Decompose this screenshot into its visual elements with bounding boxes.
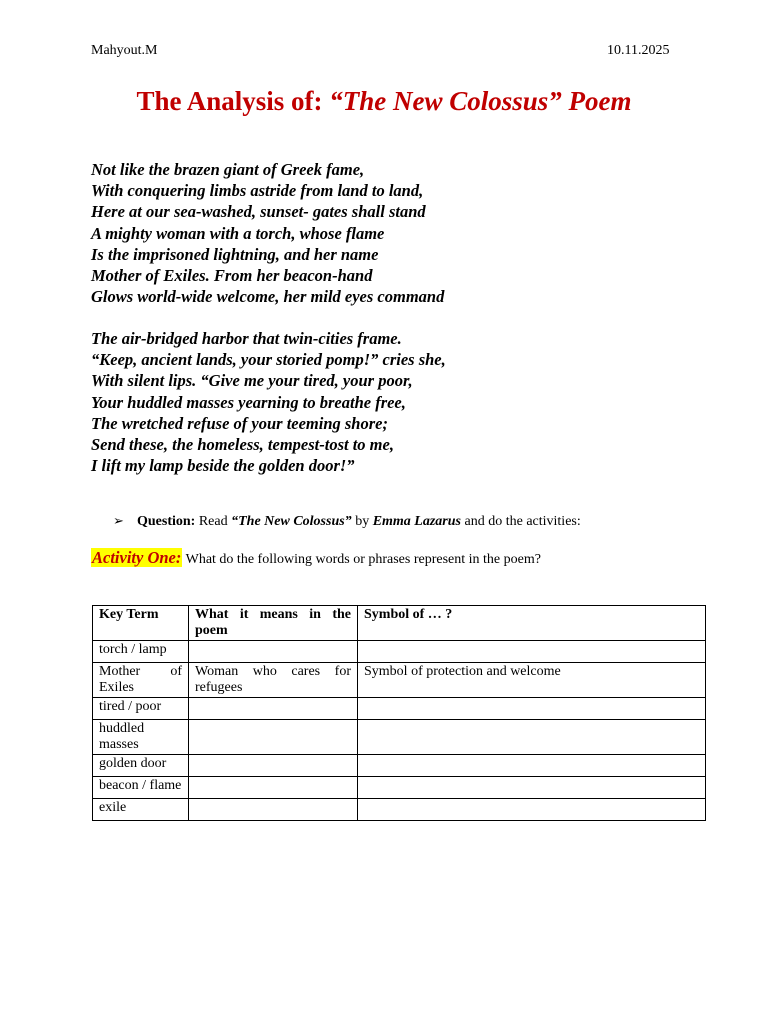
poem-line: With conquering limbs astride from land to land, — [91, 181, 424, 201]
header-key-term: Key Term — [93, 606, 189, 641]
table-row — [93, 698, 706, 720]
key-term-cell: huddled masses — [93, 720, 189, 755]
key-term-cell: torch / lamp — [93, 641, 189, 663]
symbol-cell[interactable] — [358, 698, 706, 720]
poem-line: Mother of Exiles. From her beacon-hand — [91, 266, 373, 286]
question-rest: and do the activities: — [461, 514, 581, 529]
key-term-cell: tired / poor — [93, 698, 189, 720]
title-poem-name: “The New Colossus” Poem — [329, 86, 632, 116]
table-row — [93, 720, 706, 755]
table-row — [93, 777, 706, 799]
meaning-cell[interactable] — [189, 755, 358, 777]
table-row — [93, 755, 706, 777]
meaning-cell[interactable] — [189, 641, 358, 663]
poem-stanza-2 — [91, 328, 446, 476]
poem-line: Not like the brazen giant of Greek fame, — [91, 160, 365, 179]
arrow-bullet-icon: ➢ — [113, 513, 124, 528]
symbol-cell[interactable] — [358, 777, 706, 799]
meaning-cell[interactable]: Woman who cares for refugees — [189, 663, 358, 698]
key-term-cell: golden door — [93, 755, 189, 777]
document-date: 10.11.2025 — [607, 43, 670, 58]
question-by: by — [351, 514, 373, 529]
activity-text: What do the following words or phrases represent in the poem? — [182, 552, 541, 567]
table-header-row — [93, 606, 706, 641]
table-row — [93, 799, 706, 821]
question-line — [113, 513, 581, 530]
poem-line: Is the imprisoned lightning, and her name — [91, 244, 379, 264]
poem-line: The wretched refuse of your teeming shore; — [91, 413, 388, 433]
question-read: Read — [195, 514, 232, 529]
poem-stanza-1 — [91, 159, 444, 307]
page-title — [0, 86, 768, 117]
activity-one — [91, 548, 541, 568]
symbol-cell[interactable] — [358, 799, 706, 821]
key-term-cell: exile — [93, 799, 189, 821]
symbol-cell[interactable] — [358, 641, 706, 663]
meaning-cell[interactable] — [189, 698, 358, 720]
key-term-cell: beacon / flame — [93, 777, 189, 799]
poem-line: A mighty woman with a torch, whose flame — [91, 223, 385, 243]
header-symbol: Symbol of … ? — [358, 606, 706, 641]
key-term-cell: Mother of Exiles — [93, 663, 189, 698]
symbol-cell[interactable] — [358, 755, 706, 777]
poem-line: I lift my lamp beside the golden door!” — [91, 456, 355, 476]
symbol-cell[interactable]: Symbol of protection and welcome — [358, 663, 706, 698]
title-prefix: The Analysis of: — [136, 86, 330, 116]
header-meaning: What it means in the poem — [189, 606, 358, 641]
question-author: Emma Lazarus — [372, 514, 461, 529]
table-row — [93, 641, 706, 663]
poem-line: “Keep, ancient lands, your storied pomp!” cries she, — [91, 350, 446, 370]
poem-line: The air-bridged harbor that twin-cities frame. — [91, 329, 402, 348]
poem-line: Send these, the homeless, tempest-tost to me, — [91, 435, 394, 455]
meaning-cell[interactable] — [189, 720, 358, 755]
meaning-cell[interactable] — [189, 799, 358, 821]
question-poem-title: “The New Colossus” — [231, 514, 352, 529]
poem-line: With silent lips. “Give me your tired, your poor, — [91, 371, 413, 391]
question-label: Question: — [137, 514, 196, 529]
activity-label: Activity One: — [92, 548, 182, 567]
poem-line: Here at our sea-washed, sunset- gates shall stand — [91, 202, 426, 222]
table-row — [93, 663, 706, 698]
poem-line: Your huddled masses yearning to breathe free, — [91, 392, 406, 412]
poem-line: Glows world-wide welcome, her mild eyes command — [91, 287, 445, 307]
author-name: Mahyout.M — [91, 43, 158, 58]
meaning-cell[interactable] — [189, 777, 358, 799]
symbol-cell[interactable] — [358, 720, 706, 755]
key-terms-table — [92, 605, 706, 821]
